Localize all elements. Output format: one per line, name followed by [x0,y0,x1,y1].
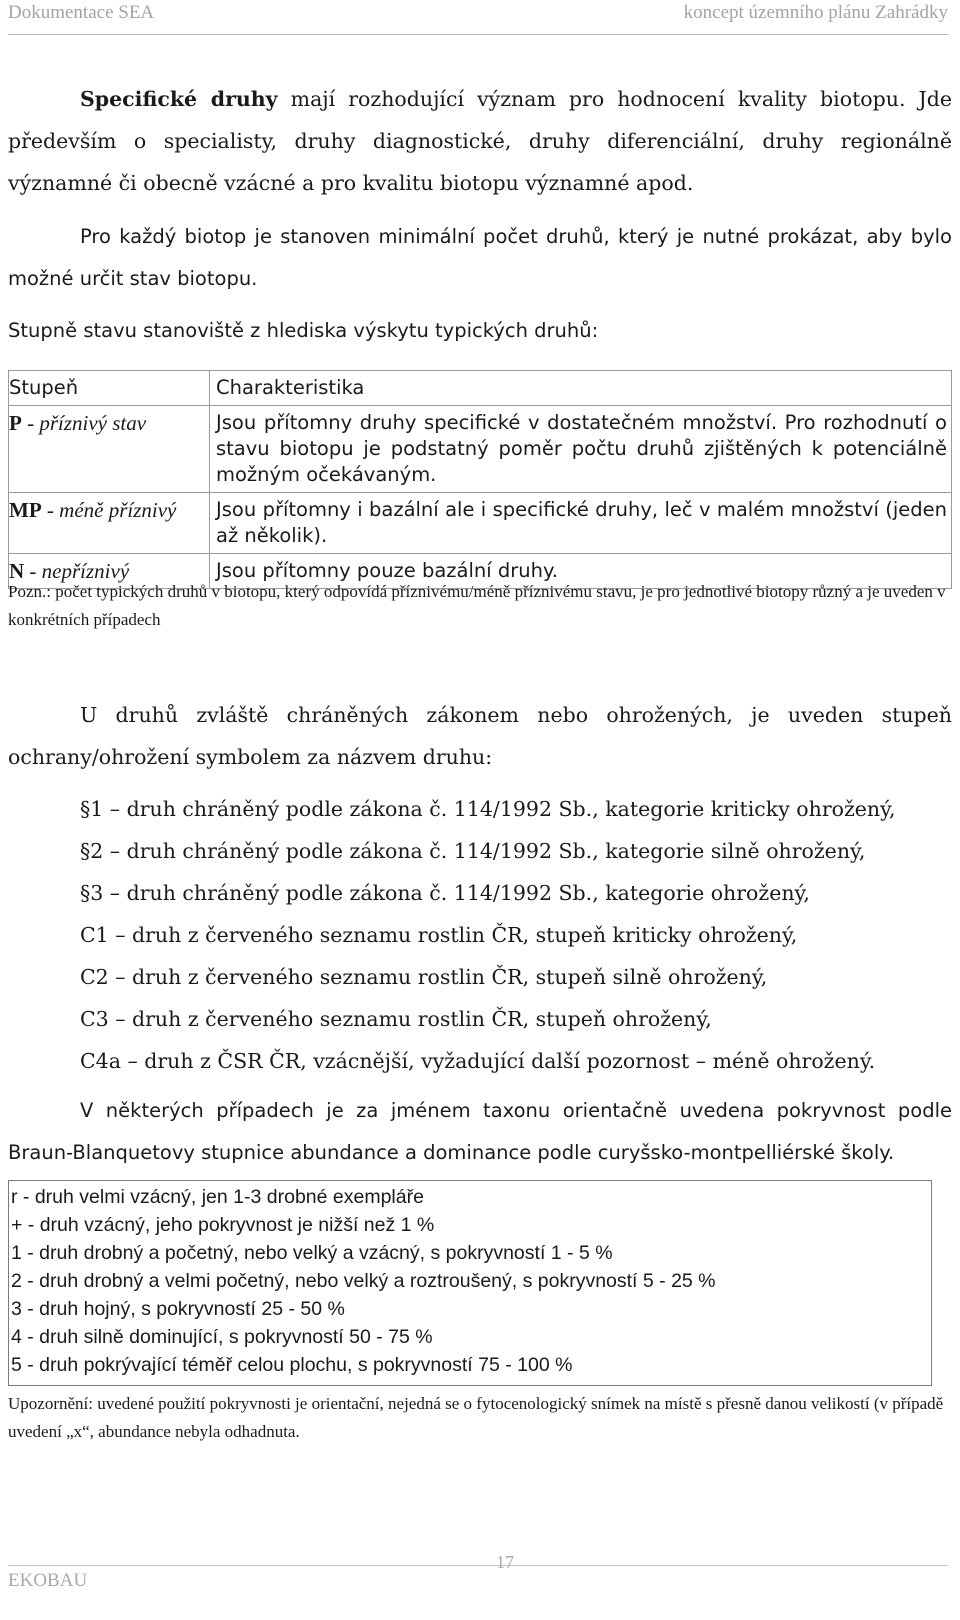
degree-code: MP [9,498,42,522]
degree-code: N [9,559,25,583]
table-note: Pozn.: počet typických druhů v biotopu, který odpovídá příznivému/méně příznivému stavu, je pro jednotlivé biotopy různý a je uveden v konkrétních případech [8,582,946,629]
degree-code: P [9,411,22,435]
table-row [9,493,952,554]
abundance-item: + - druh vzácný, jeho pokryvnost je nižší než 1 % [11,1214,435,1236]
legend-item: C2 – druh z červeného seznamu rostlin ČR, stupeň silně ohrožený, [80,965,768,989]
abundance-item: 5 - druh pokrývající téměř celou plochu, s pokryvností 75 - 100 % [11,1354,573,1376]
protected-intro: U druhů zvláště chráněných zákonem nebo ohrožených, je uveden stupeň ochrany/ohrožení symbolem za názvem druhu: [8,703,952,769]
characteristic-cell: Jsou přítomny pouze bazální druhy. [210,554,952,589]
page-header [8,0,948,35]
abundance-item: 1 - druh drobný a početný, nebo velký a vzácný, s pokryvností 1 - 5 % [11,1242,613,1264]
abundance-item: 3 - druh hojný, s pokryvností 25 - 50 % [11,1298,345,1320]
legend-item: C3 – druh z červeného seznamu rostlin ČR, stupeň ohrožený, [80,1007,712,1031]
degree-cell [9,493,210,554]
page-number: 17 [496,1552,514,1572]
table-title: Stupně stavu stanoviště z hlediska výskytu typických druhů: [8,319,599,342]
table-row [9,406,952,493]
min-species-paragraph: Pro každý biotop je stanoven minimální počet druhů, který je nutné prokázat, aby bylo možné určit stav biotopu. [8,225,952,290]
header-left: Dokumentace SEA [8,2,155,23]
intro-rest: mají rozhodující význam pro hodnocení kvality biotopu. Jde především o specialisty, druhy diagnostické, druhy diferenciální, druhy regionálně významné či obecně vzácné a pro kvalitu biotopu významné apod. [8,87,953,195]
page-footer [8,1552,948,1606]
abundance-item: r - druh velmi vzácný, jen 1-3 drobné exempláře [11,1186,424,1208]
header-right: koncept územního plánu Zahrádky [683,2,948,23]
abundance-scale-box [8,1180,932,1386]
braun-paragraph: V některých případech je za jménem taxonu orientačně uvedena pokryvnost podle Braun-Blanquetovy stupnice abundance a dominance podle curyšsko-montpelliérské školy. [8,1099,952,1164]
footer-company: EKOBAU [8,1570,88,1591]
legend-item: C1 – druh z červeného seznamu rostlin ČR, stupeň kriticky ohrožený, [80,923,798,947]
protection-legend [80,788,896,1082]
legend-item: C4a – druh z ČSR ČR, vzácnější, vyžadující další pozornost – méně ohrožený. [80,1049,876,1073]
legend-item: §2 – druh chráněný podle zákona č. 114/1992 Sb., kategorie silně ohrožený, [80,839,866,863]
legend-item: §1 – druh chráněný podle zákona č. 114/1992 Sb., kategorie kriticky ohrožený, [80,797,896,821]
degree-sep: - [41,498,60,522]
degree-label: nepříznivý [41,559,130,583]
header-cell-degree: Stupeň [9,371,210,406]
intro-bold: Specifické druhy [80,87,278,111]
intro-paragraph [8,78,952,204]
degree-label: méně příznivý [59,498,177,522]
abundance-note: Upozornění: uvedené použití pokryvnosti je orientační, nejedná se o fytocenologický snímek na místě s přesně danou velikostí (v případě uvedení „x“, abundance nebyla odhadnuta. [8,1394,944,1441]
degree-label: příznivý stav [39,411,147,435]
header-cell-characteristic: Charakteristika [210,371,952,406]
legend-item: §3 – druh chráněný podle zákona č. 114/1992 Sb., kategorie ohrožený, [80,881,810,905]
abundance-item: 4 - druh silně dominující, s pokryvností 50 - 75 % [11,1326,433,1348]
degree-sep: - [24,559,42,583]
degree-sep: - [21,411,40,435]
characteristic-cell: Jsou přítomny druhy specifické v dostatečném množství. Pro rozhodnutí o stavu biotopu je podstatný poměr počtu druhů zjištěných k potenciálně možným očekávaným. [210,406,952,493]
status-table [8,370,952,589]
table-header-row [9,371,952,406]
abundance-item: 2 - druh drobný a velmi početný, nebo velký a roztroušený, s pokryvností 5 - 25 % [11,1270,716,1292]
degree-cell [9,406,210,493]
characteristic-cell: Jsou přítomny i bazální ale i specifické druhy, leč v malém množství (jeden až několik). [210,493,952,554]
